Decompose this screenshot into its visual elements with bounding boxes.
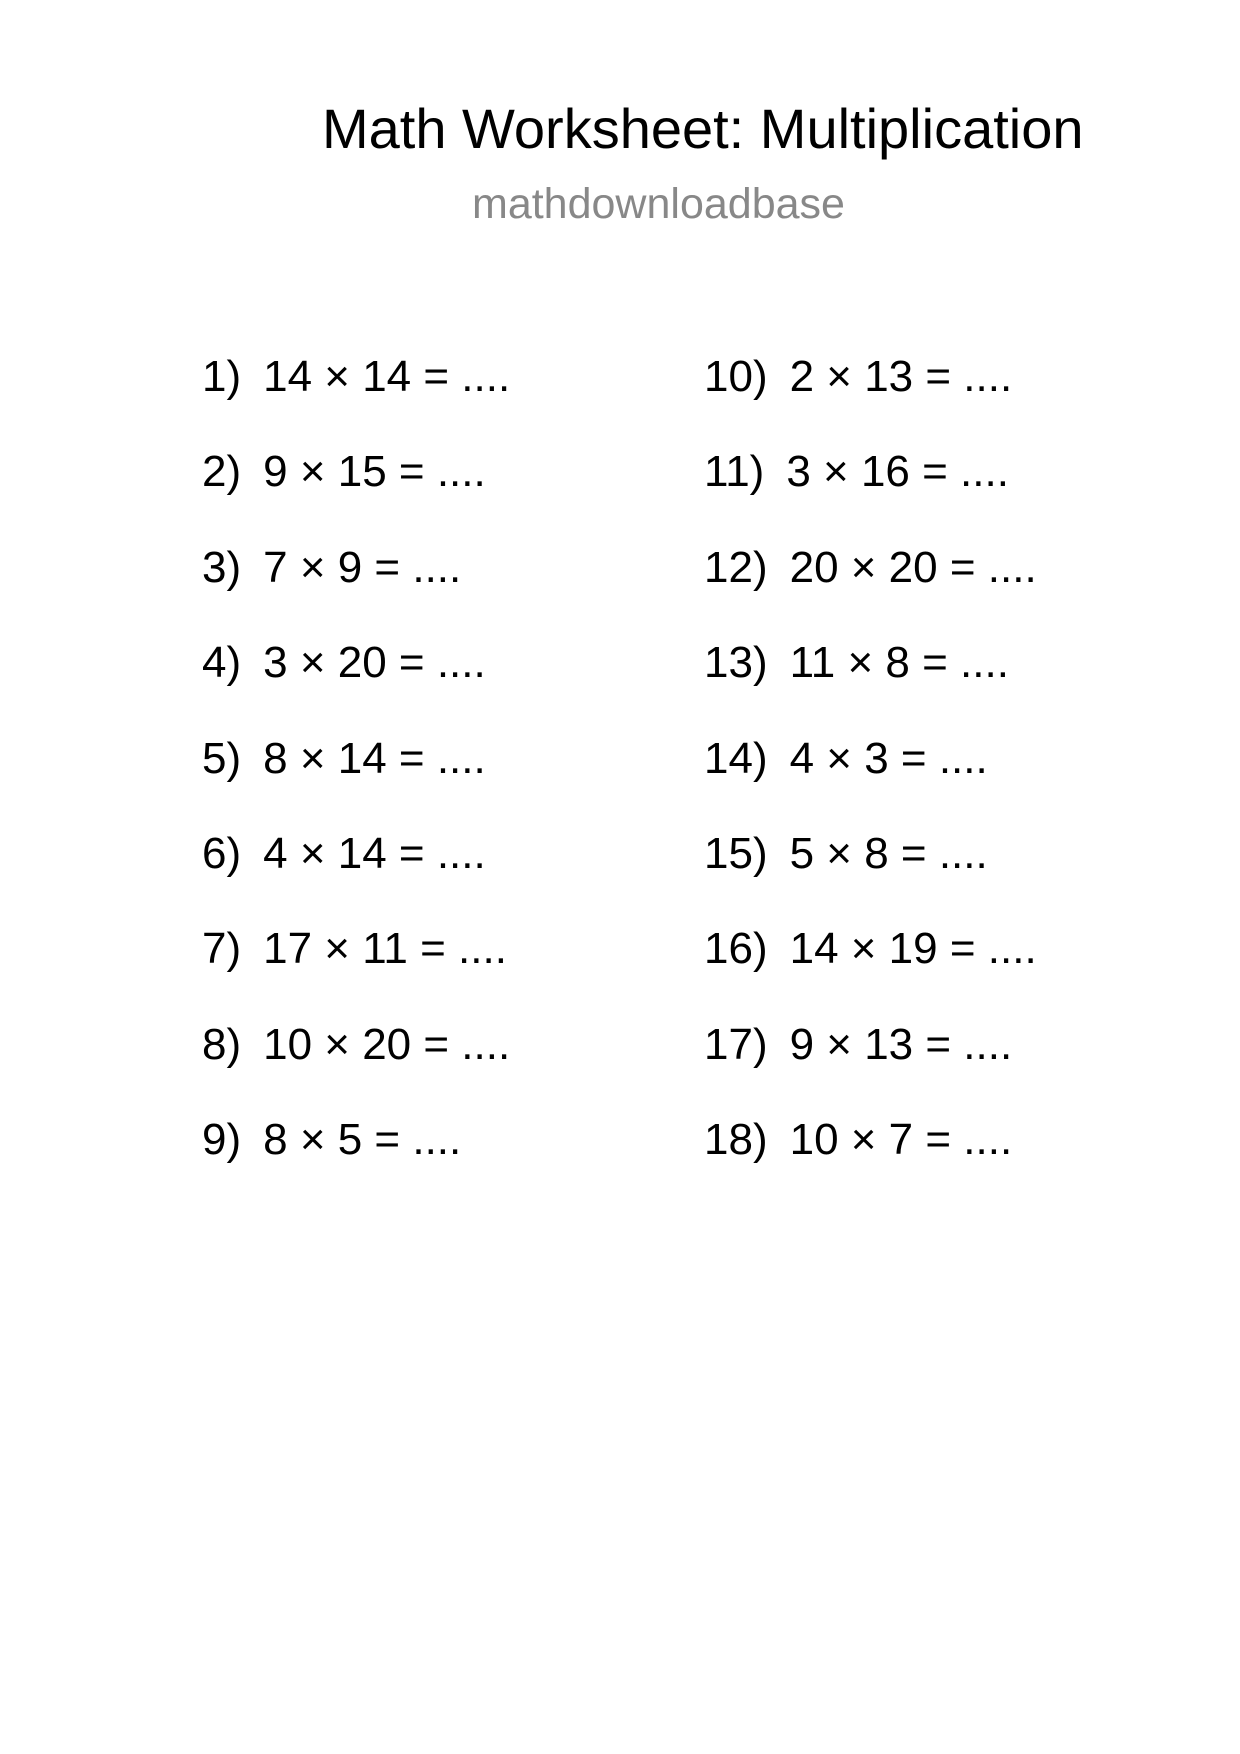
problem-expression: 14 × 14 = .... <box>263 352 511 401</box>
problem-column-left <box>202 352 510 1211</box>
problem-item <box>704 543 1037 638</box>
problem-expression: 10 × 20 = .... <box>263 1019 511 1069</box>
problem-number: 18) <box>704 1115 768 1165</box>
problem-expression: 5 × 8 = .... <box>789 828 988 878</box>
problem-expression: 3 × 20 = .... <box>263 638 486 688</box>
problem-expression: 4 × 14 = .... <box>263 828 486 878</box>
problem-number: 16) <box>704 924 768 974</box>
worksheet-subtitle: mathdownloadbase <box>472 180 845 228</box>
problem-number: 15) <box>704 828 768 878</box>
problem-number: 5) <box>202 733 242 783</box>
problem-item <box>202 638 510 733</box>
problem-expression: 20 × 20 = .... <box>789 542 1037 592</box>
problem-expression: 14 × 19 = .... <box>789 924 1037 974</box>
problem-item <box>202 447 510 542</box>
problem-item <box>202 829 510 924</box>
problem-number: 4) <box>202 638 242 688</box>
problem-number: 1) <box>202 352 242 401</box>
problem-expression: 9 × 13 = .... <box>789 1019 1013 1069</box>
problem-item <box>704 447 1037 542</box>
problem-expression: 4 × 3 = .... <box>789 733 988 783</box>
problem-item <box>704 638 1037 733</box>
problem-item <box>704 352 1037 447</box>
problem-number: 12) <box>704 542 768 592</box>
problem-number: 11) <box>704 447 765 497</box>
problem-expression: 2 × 13 = .... <box>789 352 1013 401</box>
problem-item <box>202 1020 510 1115</box>
problem-number: 13) <box>704 638 768 688</box>
problem-expression: 11 × 8 = .... <box>789 638 1009 688</box>
problem-number: 6) <box>202 828 242 878</box>
problem-number: 2) <box>202 447 242 497</box>
problem-expression: 7 × 9 = .... <box>263 542 462 592</box>
problem-item <box>704 1115 1037 1210</box>
problem-item <box>704 734 1037 829</box>
problem-item <box>704 829 1037 924</box>
problem-number: 17) <box>704 1019 768 1069</box>
problem-item <box>202 1115 510 1210</box>
problem-number: 3) <box>202 542 242 592</box>
worksheet-title: Math Worksheet: Multiplication <box>322 97 1084 160</box>
problem-expression: 17 × 11 = .... <box>263 924 507 974</box>
problem-expression: 3 × 16 = .... <box>786 447 1009 497</box>
problem-number: 10) <box>704 352 768 401</box>
problem-number: 14) <box>704 733 768 783</box>
problem-item <box>704 924 1037 1019</box>
problem-item <box>704 1020 1037 1115</box>
problem-item <box>202 543 510 638</box>
problem-number: 9) <box>202 1115 242 1165</box>
problem-item <box>202 352 510 447</box>
problem-expression: 8 × 14 = .... <box>263 733 486 783</box>
problem-expression: 8 × 5 = .... <box>263 1115 462 1165</box>
problem-expression: 10 × 7 = .... <box>789 1115 1013 1165</box>
problem-column-right <box>704 352 1037 1211</box>
problem-item <box>202 734 510 829</box>
problem-expression: 9 × 15 = .... <box>263 447 486 497</box>
problem-number: 8) <box>202 1019 242 1069</box>
problem-number: 7) <box>202 924 242 974</box>
problem-item <box>202 924 510 1019</box>
